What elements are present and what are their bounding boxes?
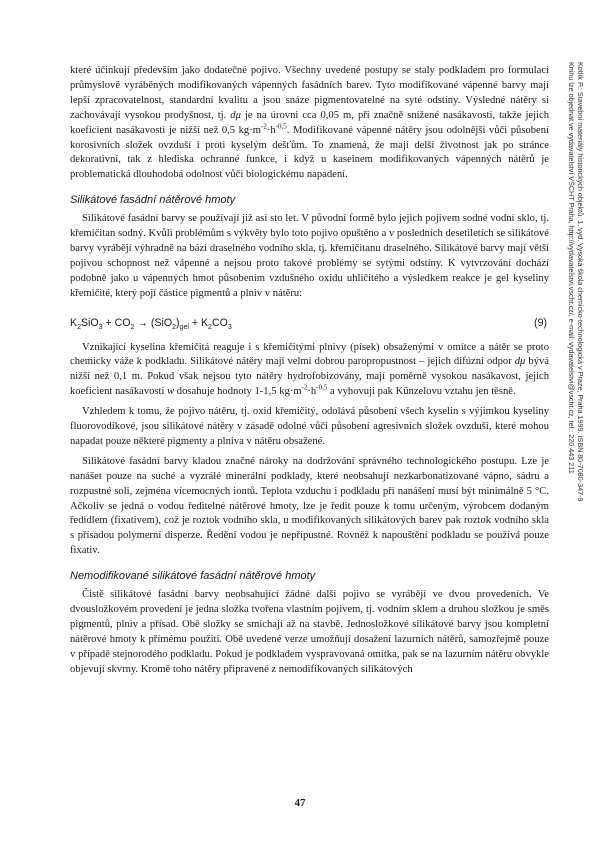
text: ·h: [266, 124, 276, 136]
text: Vznikající kyselina křemičitá reaguje i s křemičitými plnivy (písek) obsaženými v omítce a nátěr se proto chemicky váže k podkladu. Silikátové nátěry mají velmi dobrou paropropustnost – jejich difúzní odpor: [70, 341, 549, 368]
exponent: -2: [261, 122, 267, 131]
symbol-du: dμ: [514, 356, 526, 368]
exponent: -0,5: [316, 383, 328, 392]
paragraph-4: Vzhledem k tomu, že pojivo nátěru, tj. oxid křemičitý, odolává působení všech kyselin s výjimkou kyseliny fluorovodíkové, jsou silikátové nátěry v zásadě odolné vůči působení agresivních složek ovzduší, které mohou napadat pouze některé pigmenty a plniva v nátěru obsažené.: [70, 406, 549, 447]
page-body: [70, 64, 549, 678]
text: je na úrovni cca 0,05 m, při značně snížené nasákavosti, takže jejich koeficient nasákavosti je nižší než 0,5 kg·m: [70, 109, 549, 136]
section-heading-unmodified-silicate: Nemodifikované silikátové fasádní nátěrové hmoty: [70, 570, 316, 583]
text: a vyhovují pak Künzelovu vztahu jen těsně.: [327, 386, 516, 398]
text: dosahuje hodnoty 1-1,5 kg·m: [174, 386, 302, 398]
exponent: -2: [301, 383, 308, 392]
side-note-line-2: Knihu lze objednat ve vydavatelství VŠCHT Praha, http://vydavatelstvi.vscht.cz/, e-mail: vydavatelstvi@vscht.cz, tel.: 220 443 211: [567, 62, 577, 474]
section-heading-silicate-coatings: Silikátové fasádní nátěrové hmoty: [70, 194, 236, 207]
paragraph-1: [70, 64, 549, 183]
symbol-w: w: [167, 386, 175, 398]
side-copyright-note: [567, 62, 584, 501]
exponent: -0,5: [275, 122, 287, 131]
paragraph-5: Silikátové fasádní barvy kladou značné nároky na dodržování správného technologického postupu. Lze je nanášet pouze na suché a vyzrálé minerální podklady, které neobsahují nezkarbonatizované vápno, sádru a rozpustné soli, zejména vícemocných iontů. Teplota vzduchu i podkladu při nanášení musí být minimálně 5 °C. Ačkoliv se jedná o vodou ředitelné nátěrové hmoty, lze je ředit pouze k tomu určeným, výrobcem dodaným ředidlem (fixativem), což je roztok vodního skla, u modifikovaných silikátových barev pak roztok vodního skla s přísadou polymerní disperze. Ředění vodou je nepřípustné. Rovněž k napouštění podkladu se používá pouze fixativ.: [70, 455, 549, 557]
paragraph-6: Čistě silikátové fasádní barvy neobsahující žádné další pojivo se vyrábějí ve dvou provedeních. Ve dvousložkovém provedení je jedna složka tvořena vlastním pojivem, tj. vodním sklem a druhou složkou je směs pigmentů, plniv a přísad. Obě složky se smíchají až na stavbě. Jednosložkové silikátové barvy jsou kompletní nátěrové hmoty k přímému použití. Obě uvedené verze umožňují dosažení lazurních nátěrů, samozřejmě pouze v případě stejnorodého podkladu. Pokud je podkladem vyspravovaná omítka, pak se na lazurním nátěru obvykle objevují skvrny. Kromě toho nátěry připravené z nemodifikovaných silikátových: [70, 589, 549, 675]
symbol-du: dμ: [230, 109, 241, 121]
text: které účinkují především jako dodatečné pojivo. Všechny uvedené postupy se staly podkladem pro formulaci průmyslově vyráběných modifikovaných vápenných fasádních barev. Tyto modifikované vápenné barvy mají lepší zpracovatelnost, standardní kvalitu a jsou snáze pigmentovatelné na syté odstíny. Výsledné nátěry si zachovávají vysokou prodyšnost, tj.: [70, 65, 549, 121]
page-number: 47: [294, 797, 306, 809]
text: bývá nižší než 0,1 m. Pokud však nejsou tyto nátěry hydrofobizovány, mají poměrně vysokou nasákavost, jejich koeficient nasákavosti: [70, 356, 549, 398]
text: . Modifikované vápenné nátěry jsou odolnější vůči působení korosivních složek ovzduší i proti kyselým dešťům. To znamená, že mají delší životnost jak po stránce dekorativní, tak z hlediska ochranné funkce, i když u kaseinem modifikovaných vápenných nátěrů je problematická dlouhodobá odolnost vůči biologickému napadení.: [70, 124, 549, 181]
equation-number: (9): [534, 316, 547, 329]
paragraph-2: Silikátové fasádní barvy se používají již asi sto let. V původní formě bylo jejich pojivem sodné vodní sklo, tj. křemičitan sodný. Kvůli problémům s výkvěty bylo toto pojivo opuštěno a v posledních desetiletích se silikátové barvy vyrábějí výhradně na bázi draselného vodního skla, tj. křemičitanu draselného. Silikátové barvy mají větší pojivou schopnost než vápenné a nejsou proto takové problémy se sytými odstíny. K vytvrzování dochází podobně jako u vápenných hmot působením vzdušného oxidu uhličitého a výsledkem reakce je gel kyseliny křemičité, který pojí částice pigmentů a plniv v nátěru:: [70, 213, 549, 299]
side-note-line-1: Kotlík P.: Stavební materiály historických objektů. 1. vyd. Vysoká škola chemicko-technologická v Praze, Praha 1999. ISBN 80-7080-347-9: [576, 62, 585, 502]
equation-formula: $K_2SiO_3 + CO_2 \to (SiO_2)_{gel} + K_2CO_3$: [70, 316, 232, 331]
equation-9: [70, 316, 549, 331]
paragraph-3: [70, 341, 549, 401]
text: ·h: [307, 386, 317, 398]
